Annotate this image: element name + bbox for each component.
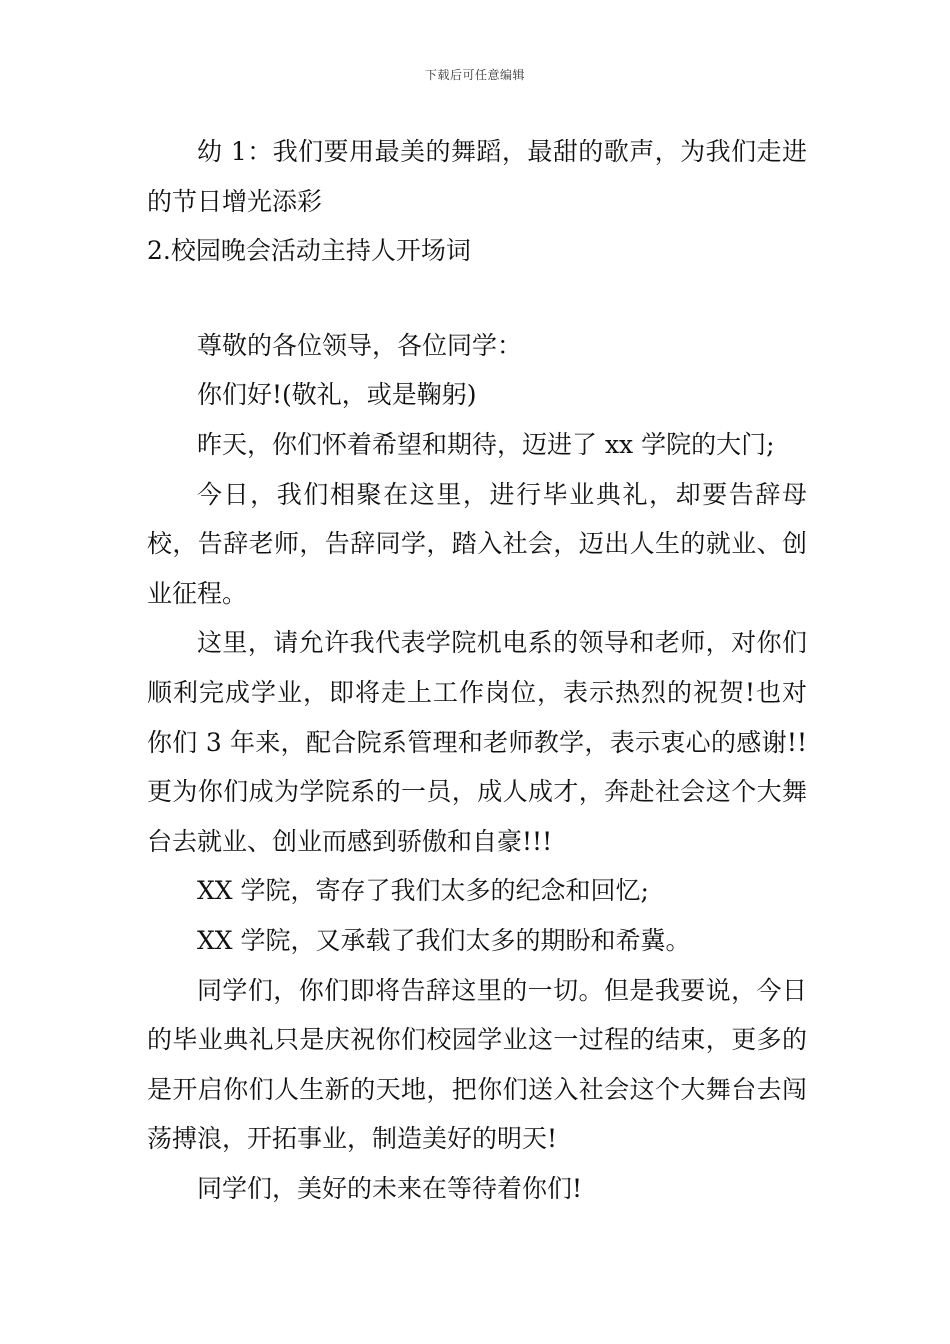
paragraph-congratulations: 这里，请允许我代表学院机电系的领导和老师，对你们顺利完成学业，即将走上工作岗位，表示热烈的祝贺!也对你们 3 年来，配合院系管理和老师教学，表示衷心的感谢!!更为你们成为学院系的一员，成人成才，奔赴社会这个大舞台去就业、创业而感到骄傲和自豪!!! — [147, 628, 807, 856]
blank-spacer — [147, 276, 807, 321]
paragraph-today: 今日，我们相聚在这里，进行毕业典礼，却要告辞母校，告辞老师，告辞同学，踏入社会，迈出人生的就业、创业征程。 — [147, 479, 807, 608]
paragraph-future: 同学们，美好的未来在等待着你们! — [197, 1173, 583, 1203]
paragraph-greeting: 你们好!(敬礼，或是鞠躬) — [197, 380, 477, 410]
paragraph-memories: XX 学院，寄存了我们太多的纪念和回忆; — [197, 876, 649, 906]
paragraph-opening-line: 幼 1：我们要用最美的舞蹈，最甜的歌声，为我们走进的节日增光添彩 — [147, 137, 807, 216]
document-body — [147, 127, 807, 1213]
paragraph-hopes: XX 学院，又承载了我们太多的期盼和希冀。 — [197, 925, 691, 955]
paragraph-yesterday: 昨天，你们怀着希望和期待，迈进了 xx 学院的大门; — [197, 429, 775, 459]
paragraph-farewell: 同学们，你们即将告辞这里的一切。但是我要说，今日的毕业典礼只是庆祝你们校园学业这一过程的结束，更多的是开启你们人生新的天地，把你们送入社会这个大舞台去闯荡搏浪，开拓事业，制造美好的明天! — [147, 975, 807, 1154]
paragraph-salutation: 尊敬的各位领导，各位同学： — [197, 330, 523, 360]
header-note: 下载后可任意编辑 — [424, 68, 525, 82]
section-heading: 2.校园晚会活动主持人开场词 — [147, 236, 471, 266]
